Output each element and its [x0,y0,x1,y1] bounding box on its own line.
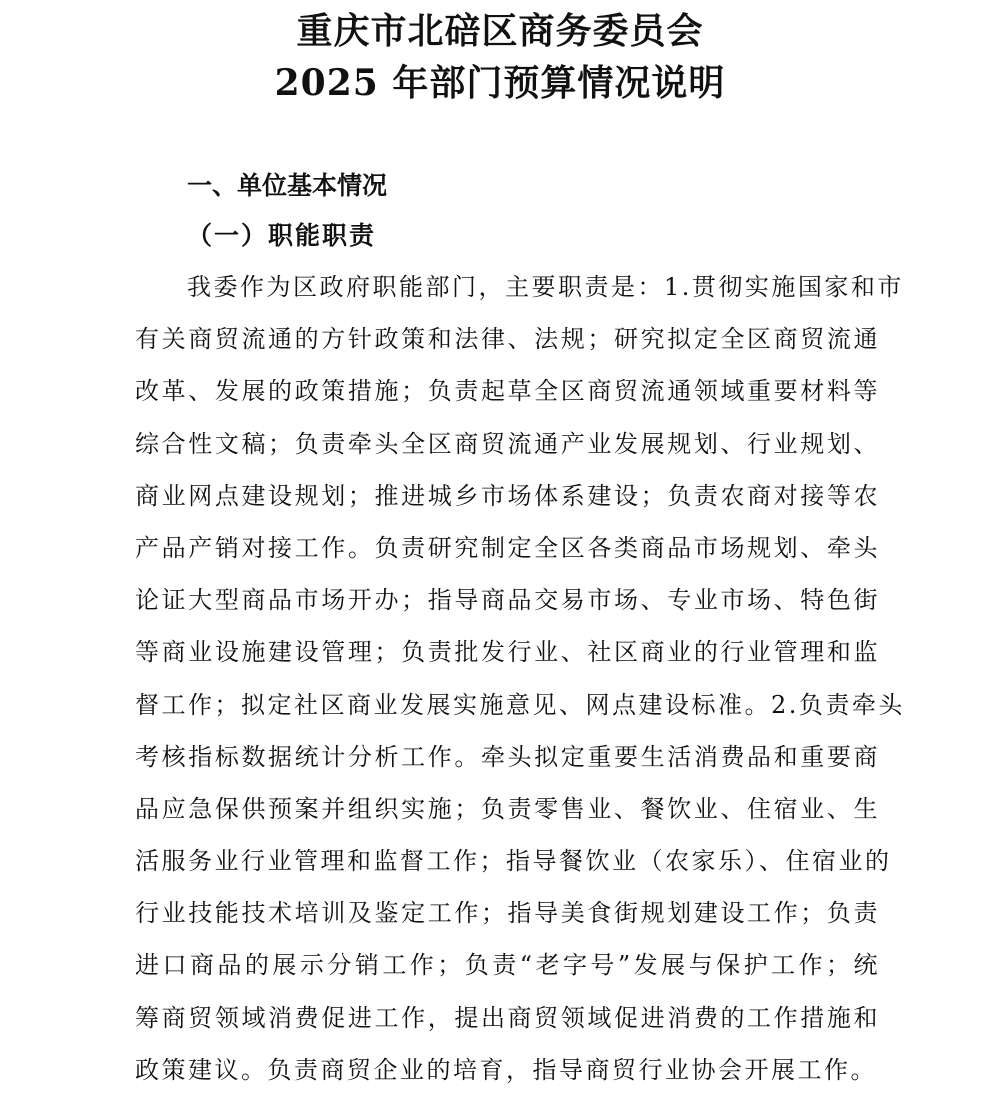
paragraph-line: 等商业设施建设管理；负责批发行业、社区商业的行业管理和监 [135,638,880,667]
section-heading: 一、单位基本情况 [187,171,388,200]
paragraph-line: 进口商品的展示分销工作；负责“老字号”发展与保护工作；统 [135,951,880,980]
paragraph-line: 筹商贸领域消费促进工作，提出商贸领域促进消费的工作措施和 [135,1003,880,1032]
paragraph-line: 督工作；拟定社区商业发展实施意见、网点建设标准。2.负责牵头 [135,690,905,719]
paragraph-line: 论证大型商品市场开办；指导商品交易市场、专业市场、特色街 [135,586,880,615]
paragraph-line: 产品产销对接工作。负责研究制定全区各类商品市场规划、牵头 [135,533,880,562]
subsection-heading: （一）职能职责 [187,221,377,250]
paragraph-line: 有关商贸流通的方针政策和法律、法规；研究拟定全区商贸流通 [135,325,880,354]
paragraph-line: 行业技能技术培训及鉴定工作；指导美食街规划建设工作；负责 [135,899,880,928]
paragraph-line: 我委作为区政府职能部门，主要职责是：1.贯彻实施国家和市 [187,273,904,301]
paragraph-line: 品应急保供预案并组织实施；负责零售业、餐饮业、住宿业、生 [135,794,880,823]
paragraph-line: 活服务业行业管理和监督工作；指导餐饮业（农家乐）、住宿业的 [135,847,892,876]
document-title-line-2: 2025 年部门预算情况说明 [274,62,726,104]
body-paragraph [135,268,905,1103]
document-title-line-1: 重庆市北碚区商务委员会 [296,10,704,52]
paragraph-line: 商业网点建设规划；推进城乡市场体系建设；负责农商对接等农 [135,481,880,510]
paragraph-line: 综合性文稿；负责牵头全区商贸流通产业发展规划、行业规划、 [135,429,880,458]
paragraph-line: 考核指标数据统计分析工作。牵头拟定重要生活消费品和重要商 [135,742,880,771]
paragraph-line: 改革、发展的政策措施；负责起草全区商贸流通领域重要材料等 [135,377,880,406]
paragraph-line: 政策建议。负责商贸企业的培育，指导商贸行业协会开展工作。 [135,1055,877,1084]
